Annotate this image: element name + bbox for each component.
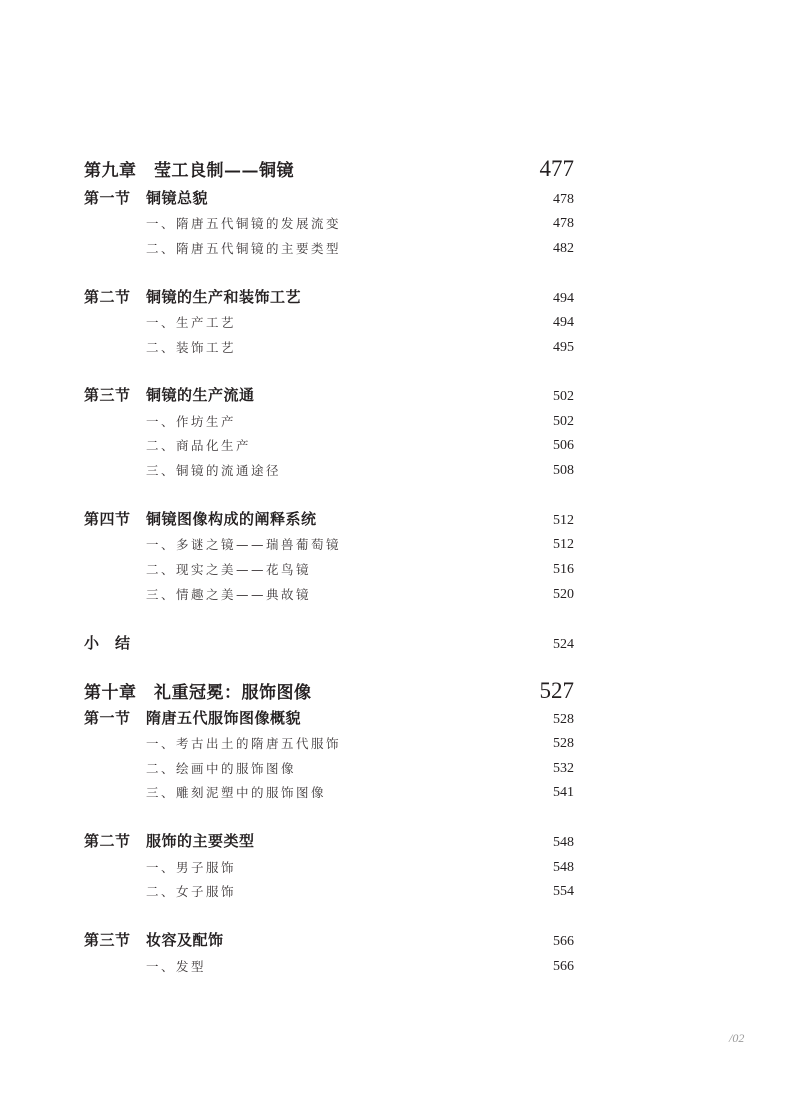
item-title: 一、男子服饰	[146, 860, 237, 875]
section-title: 第二节 铜镜的生产和装饰工艺	[84, 288, 302, 306]
chapter-title: 第十章 礼重冠冕：服饰图像	[84, 683, 312, 703]
section-title: 第三节 铜镜的生产流通	[84, 386, 255, 404]
chapter-title: 第九章 莹工良制——铜镜	[84, 161, 294, 181]
item-page-number: 566	[553, 959, 574, 974]
item-title: 二、隋唐五代铜镜的主要类型	[146, 241, 342, 256]
item-page-number: 516	[553, 562, 574, 577]
section-page-number: 566	[553, 934, 574, 949]
item-title: 二、商品化生产	[146, 438, 252, 453]
item-page-number: 478	[553, 216, 574, 231]
toc-item[interactable]	[84, 404, 574, 430]
section-page-number: 548	[553, 835, 574, 850]
toc-item[interactable]	[84, 775, 574, 801]
toc-item[interactable]	[84, 552, 574, 578]
item-title: 三、铜镜的流通途径	[146, 463, 282, 478]
item-page-number: 512	[553, 537, 574, 552]
section-title: 第一节 铜镜总貌	[84, 189, 209, 207]
section-page-number: 512	[553, 513, 574, 528]
item-page-number: 554	[553, 884, 574, 899]
toc-item[interactable]	[84, 949, 574, 975]
item-page-number: 502	[553, 414, 574, 429]
item-title: 一、多谜之镜——瑞兽葡萄镜	[146, 537, 342, 552]
toc-section[interactable]	[84, 281, 574, 307]
item-title: 二、女子服饰	[146, 884, 237, 899]
toc-item[interactable]	[84, 850, 574, 876]
section-title: 第一节 隋唐五代服饰图像概貌	[84, 709, 302, 727]
section-page-number: 502	[553, 389, 574, 404]
toc-section[interactable]	[84, 182, 574, 208]
item-page-number: 528	[553, 736, 574, 751]
item-page-number: 506	[553, 438, 574, 453]
item-title: 一、生产工艺	[146, 315, 237, 330]
item-page-number: 482	[553, 241, 574, 256]
toc-item[interactable]	[84, 726, 574, 752]
toc-summary[interactable]	[84, 627, 574, 653]
toc-item[interactable]	[84, 751, 574, 777]
item-page-number: 541	[553, 785, 574, 800]
chapter-page-number: 477	[539, 156, 574, 181]
item-title: 一、考古出土的隋唐五代服饰	[146, 736, 342, 751]
toc-item[interactable]	[84, 330, 574, 356]
toc-section[interactable]	[84, 702, 574, 728]
summary-page-number: 524	[553, 637, 574, 652]
item-title: 一、发型	[146, 959, 207, 974]
section-title: 第二节 服饰的主要类型	[84, 832, 255, 850]
item-page-number: 508	[553, 463, 574, 478]
toc-item[interactable]	[84, 231, 574, 257]
item-page-number: 532	[553, 761, 574, 776]
toc-section[interactable]	[84, 503, 574, 529]
folio-page-number: /02	[729, 1031, 745, 1045]
section-page-number: 494	[553, 291, 574, 306]
toc-section[interactable]	[84, 379, 574, 405]
toc-section[interactable]	[84, 924, 574, 950]
summary-title: 小 结	[84, 634, 131, 652]
item-title: 二、绘画中的服饰图像	[146, 761, 297, 776]
toc-item[interactable]	[84, 428, 574, 454]
item-title: 二、装饰工艺	[146, 340, 237, 355]
item-title: 二、现实之美——花鸟镜	[146, 562, 312, 577]
section-title: 第四节 铜镜图像构成的阐释系统	[84, 510, 317, 528]
chapter-page-number: 527	[539, 678, 574, 703]
toc-chapter-10[interactable]	[84, 678, 574, 704]
section-title: 第三节 妆容及配饰	[84, 931, 224, 949]
toc-item[interactable]	[84, 453, 574, 479]
item-page-number: 548	[553, 860, 574, 875]
item-page-number: 494	[553, 315, 574, 330]
toc-item[interactable]	[84, 577, 574, 603]
toc-item[interactable]	[84, 874, 574, 900]
section-page-number: 528	[553, 712, 574, 727]
item-title: 三、情趣之美——典故镜	[146, 587, 312, 602]
item-title: 一、隋唐五代铜镜的发展流变	[146, 216, 342, 231]
toc-chapter-9[interactable]	[84, 156, 574, 182]
item-title: 三、雕刻泥塑中的服饰图像	[146, 785, 327, 800]
section-page-number: 478	[553, 192, 574, 207]
item-page-number: 520	[553, 587, 574, 602]
item-title: 一、作坊生产	[146, 414, 237, 429]
toc-section[interactable]	[84, 825, 574, 851]
toc-item[interactable]	[84, 527, 574, 553]
toc-item[interactable]	[84, 305, 574, 331]
toc-item[interactable]	[84, 206, 574, 232]
item-page-number: 495	[553, 340, 574, 355]
